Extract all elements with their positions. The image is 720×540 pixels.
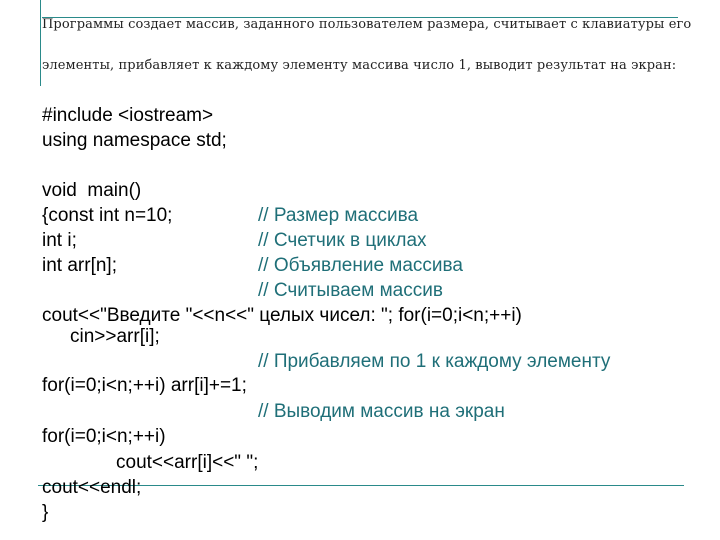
code-arr-decl: int arr[n]; (42, 255, 117, 276)
intro-line-1: Программы создает массив, заданного пользователем размера, считывает с клавиатуры его (42, 17, 692, 32)
code-include: #include <iostream> (42, 105, 214, 126)
comment-print: // Выводим массив на экран (258, 401, 505, 422)
code-const-decl: {const int n=10; (42, 205, 173, 226)
comment-read: // Считываем массив (258, 280, 443, 301)
code-cout-prompt: cout<<"Введите "<<n<<" целых чисел: "; for(i=0;i<n;++i) (42, 305, 522, 326)
code-endl: cout<<endl; (42, 477, 142, 498)
intro-line-2: элементы, прибавляет к каждому элементу массива число 1, выводит результат на экран: (42, 58, 677, 73)
comment-counter: // Счетчик в циклах (258, 230, 427, 251)
comment-add: // Прибавляем по 1 к каждому элементу (258, 351, 611, 372)
code-cin-read: cin>>arr[i]; (70, 326, 160, 347)
code-main: void main() (42, 180, 142, 201)
code-i-decl: int i; (42, 230, 77, 251)
code-close: } (42, 502, 49, 523)
left-rule (40, 0, 41, 86)
code-add-loop: for(i=0;i<n;++i) arr[i]+=1; (42, 375, 247, 396)
comment-decl: // Объявление массива (258, 255, 463, 276)
comment-size: // Размер массива (258, 205, 419, 226)
code-using: using namespace std; (42, 130, 227, 151)
code-out-stmt: cout<<arr[i]<<" "; (116, 452, 259, 473)
code-out-loop: for(i=0;i<n;++i) (42, 426, 166, 447)
